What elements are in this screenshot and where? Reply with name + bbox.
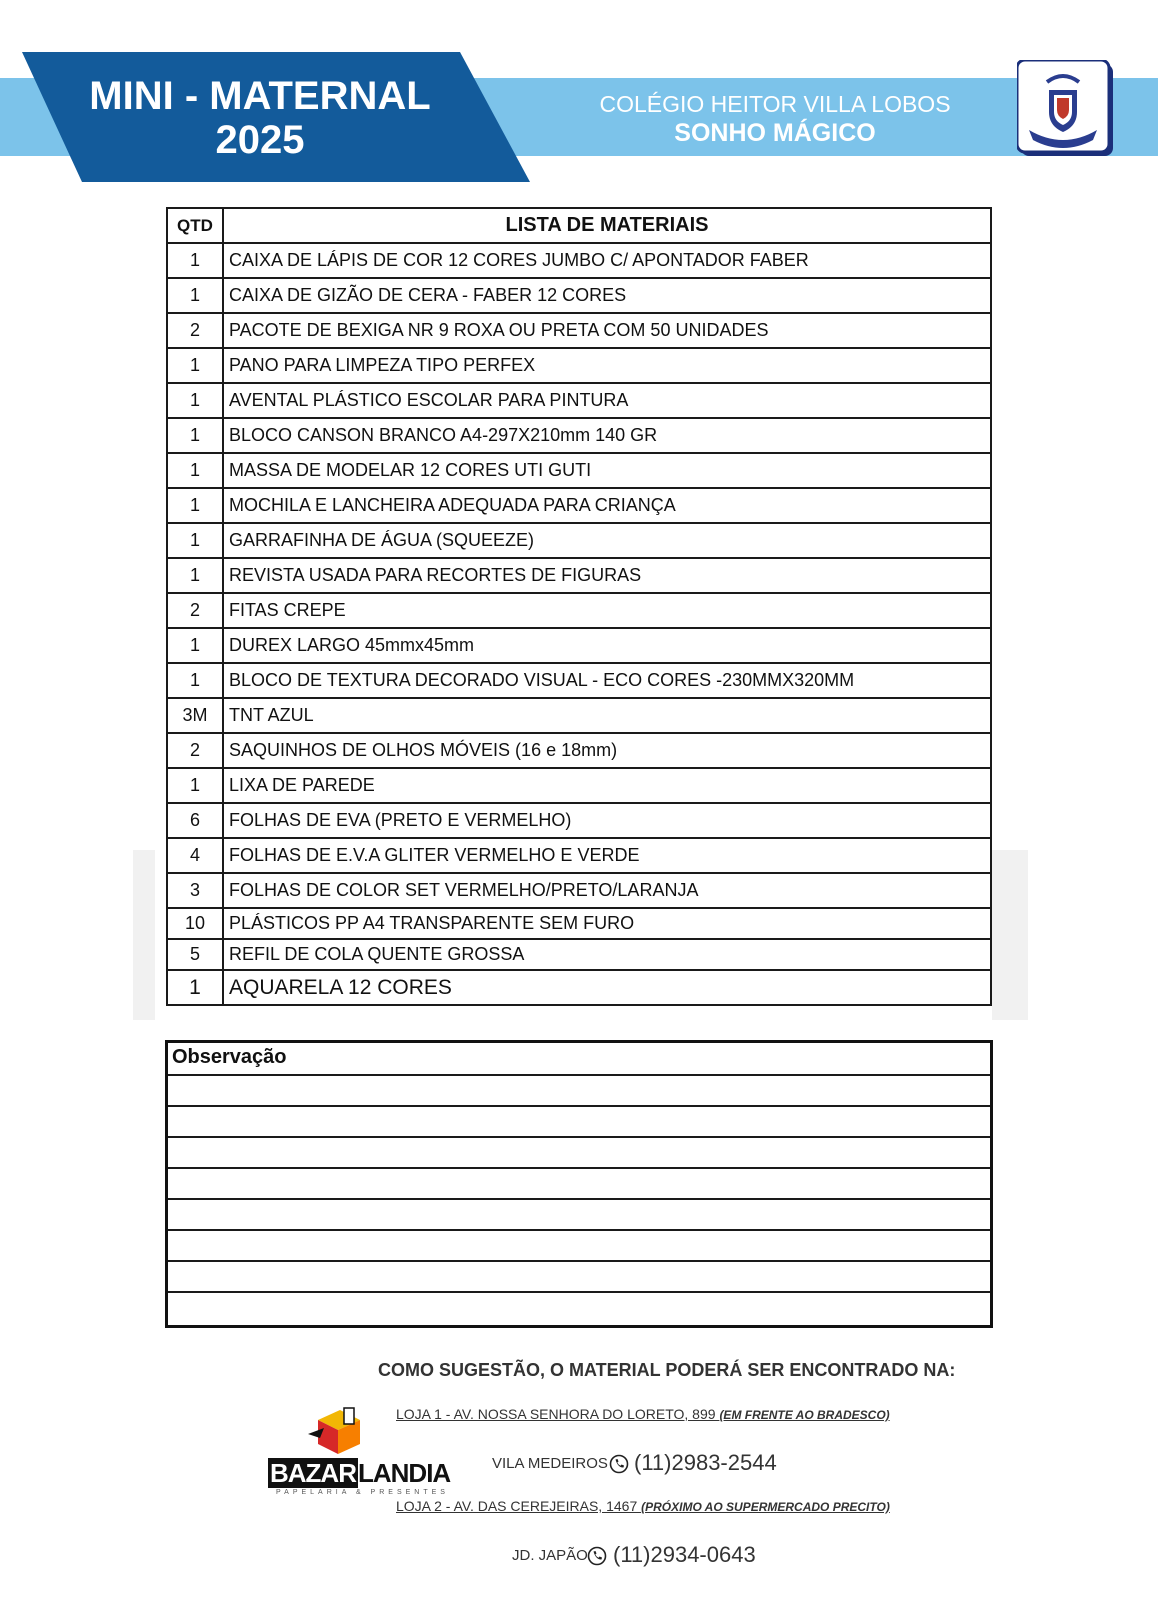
item-cell: PANO PARA LIMPEZA TIPO PERFEX	[223, 348, 991, 383]
qty-cell: 3M	[167, 698, 223, 733]
page-title	[60, 74, 460, 162]
title-line-1: MINI - MATERNAL	[89, 74, 431, 118]
item-cell: CAIXA DE LÁPIS DE COR 12 CORES JUMBO C/ APONTADOR FABER	[223, 243, 991, 278]
table-row	[167, 908, 991, 939]
school-line-1: COLÉGIO HEITOR VILLA LOBOS	[599, 91, 951, 117]
materials-table	[166, 207, 992, 1006]
observation-line	[168, 1074, 990, 1076]
table-row	[167, 593, 991, 628]
qty-cell: 1	[167, 663, 223, 698]
qty-cell: 4	[167, 838, 223, 873]
item-cell: REFIL DE COLA QUENTE GROSSA	[223, 939, 991, 970]
observation-line	[168, 1229, 990, 1231]
phone-icon	[587, 1546, 607, 1566]
table-row	[167, 558, 991, 593]
table-row	[167, 418, 991, 453]
title-line-2: 2025	[215, 118, 305, 162]
item-cell: FOLHAS DE COLOR SET VERMELHO/PRETO/LARANJA	[223, 873, 991, 908]
store2-phone: (11)2934-0643	[613, 1542, 756, 1567]
store1-city: VILA MEDEIROS	[492, 1455, 608, 1472]
store1-note: (EM FRENTE AO BRADESCO)	[719, 1408, 890, 1422]
store2-address	[396, 1498, 890, 1514]
item-cell: AQUARELA 12 CORES	[223, 970, 991, 1005]
suggestion-text: COMO SUGESTÃO, O MATERIAL PODERÁ SER ENCONTRADO NA:	[378, 1360, 956, 1380]
table-row	[167, 278, 991, 313]
qty-cell: 1	[167, 453, 223, 488]
watermark-right	[992, 850, 1028, 1020]
qty-cell: 1	[167, 383, 223, 418]
store2-address-text: LOJA 2 - AV. DAS CEREJEIRAS, 1467	[396, 1498, 642, 1514]
store1-address	[396, 1406, 890, 1422]
qty-cell: 5	[167, 939, 223, 970]
observation-line	[168, 1198, 990, 1200]
logo-word-2: LANDIA	[358, 1458, 451, 1488]
qty-cell: 2	[167, 733, 223, 768]
item-cell: GARRAFINHA DE ÁGUA (SQUEEZE)	[223, 523, 991, 558]
observation-line	[168, 1136, 990, 1138]
table-row	[167, 628, 991, 663]
qty-cell: 1	[167, 970, 223, 1005]
item-cell: FOLHAS DE EVA (PRETO E VERMELHO)	[223, 803, 991, 838]
store1-address-text: LOJA 1 - AV. NOSSA SENHORA DO LORETO, 899	[396, 1406, 720, 1422]
qty-cell: 1	[167, 558, 223, 593]
item-cell: PLÁSTICOS PP A4 TRANSPARENTE SEM FURO	[223, 908, 991, 939]
qty-cell: 1	[167, 488, 223, 523]
table-row	[167, 348, 991, 383]
table-row	[167, 838, 991, 873]
item-cell: MOCHILA E LANCHEIRA ADEQUADA PARA CRIANÇA	[223, 488, 991, 523]
table-row	[167, 488, 991, 523]
logo-word-1: BAZAR	[270, 1458, 356, 1488]
table-row	[167, 698, 991, 733]
store1-phone: (11)2983-2544	[634, 1450, 777, 1475]
table-row	[167, 970, 991, 1005]
item-cell: AVENTAL PLÁSTICO ESCOLAR PARA PINTURA	[223, 383, 991, 418]
school-crest-icon	[1017, 60, 1117, 160]
qty-cell: 2	[167, 593, 223, 628]
table-header-row	[167, 208, 991, 243]
item-cell: MASSA DE MODELAR 12 CORES UTI GUTI	[223, 453, 991, 488]
phone-icon	[609, 1454, 629, 1474]
item-cell: FITAS CREPE	[223, 593, 991, 628]
table-row	[167, 453, 991, 488]
table-row	[167, 803, 991, 838]
school-name	[565, 90, 985, 148]
table-row	[167, 383, 991, 418]
observation-box	[165, 1040, 993, 1328]
column-header-materials: LISTA DE MATERIAIS	[223, 208, 991, 243]
observation-line	[168, 1105, 990, 1107]
qty-cell: 3	[167, 873, 223, 908]
table-row	[167, 663, 991, 698]
table-row	[167, 313, 991, 348]
column-header-qtd: QTD	[167, 208, 223, 243]
observation-line	[168, 1167, 990, 1169]
item-cell: TNT AZUL	[223, 698, 991, 733]
qty-cell: 10	[167, 908, 223, 939]
qty-cell: 1	[167, 418, 223, 453]
table-row	[167, 768, 991, 803]
observation-title: Observação	[172, 1046, 287, 1068]
item-cell: PACOTE DE BEXIGA NR 9 ROXA OU PRETA COM 50 UNIDADES	[223, 313, 991, 348]
qty-cell: 1	[167, 523, 223, 558]
qty-cell: 2	[167, 313, 223, 348]
item-cell: BLOCO CANSON BRANCO A4-297X210mm 140 GR	[223, 418, 991, 453]
store2-city: JD. JAPÃO	[512, 1547, 588, 1564]
watermark-left	[133, 850, 155, 1020]
qty-cell: 6	[167, 803, 223, 838]
table-row	[167, 523, 991, 558]
table-row	[167, 243, 991, 278]
qty-cell: 1	[167, 628, 223, 663]
qty-cell: 1	[167, 768, 223, 803]
item-cell: BLOCO DE TEXTURA DECORADO VISUAL - ECO CORES -230MMX320MM	[223, 663, 991, 698]
qty-cell: 1	[167, 348, 223, 383]
item-cell: REVISTA USADA PARA RECORTES DE FIGURAS	[223, 558, 991, 593]
qty-cell: 1	[167, 278, 223, 313]
school-line-2: SONHO MÁGICO	[674, 119, 876, 147]
table-row	[167, 939, 991, 970]
store-logo-word	[268, 1458, 450, 1489]
table-row	[167, 873, 991, 908]
item-cell: SAQUINHOS DE OLHOS MÓVEIS (16 e 18mm)	[223, 733, 991, 768]
observation-line	[168, 1291, 990, 1293]
item-cell: LIXA DE PAREDE	[223, 768, 991, 803]
store-logo-subtitle: PAPELARIA & PRESENTES	[276, 1489, 449, 1496]
qty-cell: 1	[167, 243, 223, 278]
item-cell: FOLHAS DE E.V.A GLITER VERMELHO E VERDE	[223, 838, 991, 873]
store2-note: (PRÓXIMO AO SUPERMERCADO PRECITO)	[641, 1500, 890, 1514]
observation-line	[168, 1260, 990, 1262]
table-row	[167, 733, 991, 768]
item-cell: DUREX LARGO 45mmx45mm	[223, 628, 991, 663]
item-cell: CAIXA DE GIZÃO DE CERA - FABER 12 CORES	[223, 278, 991, 313]
